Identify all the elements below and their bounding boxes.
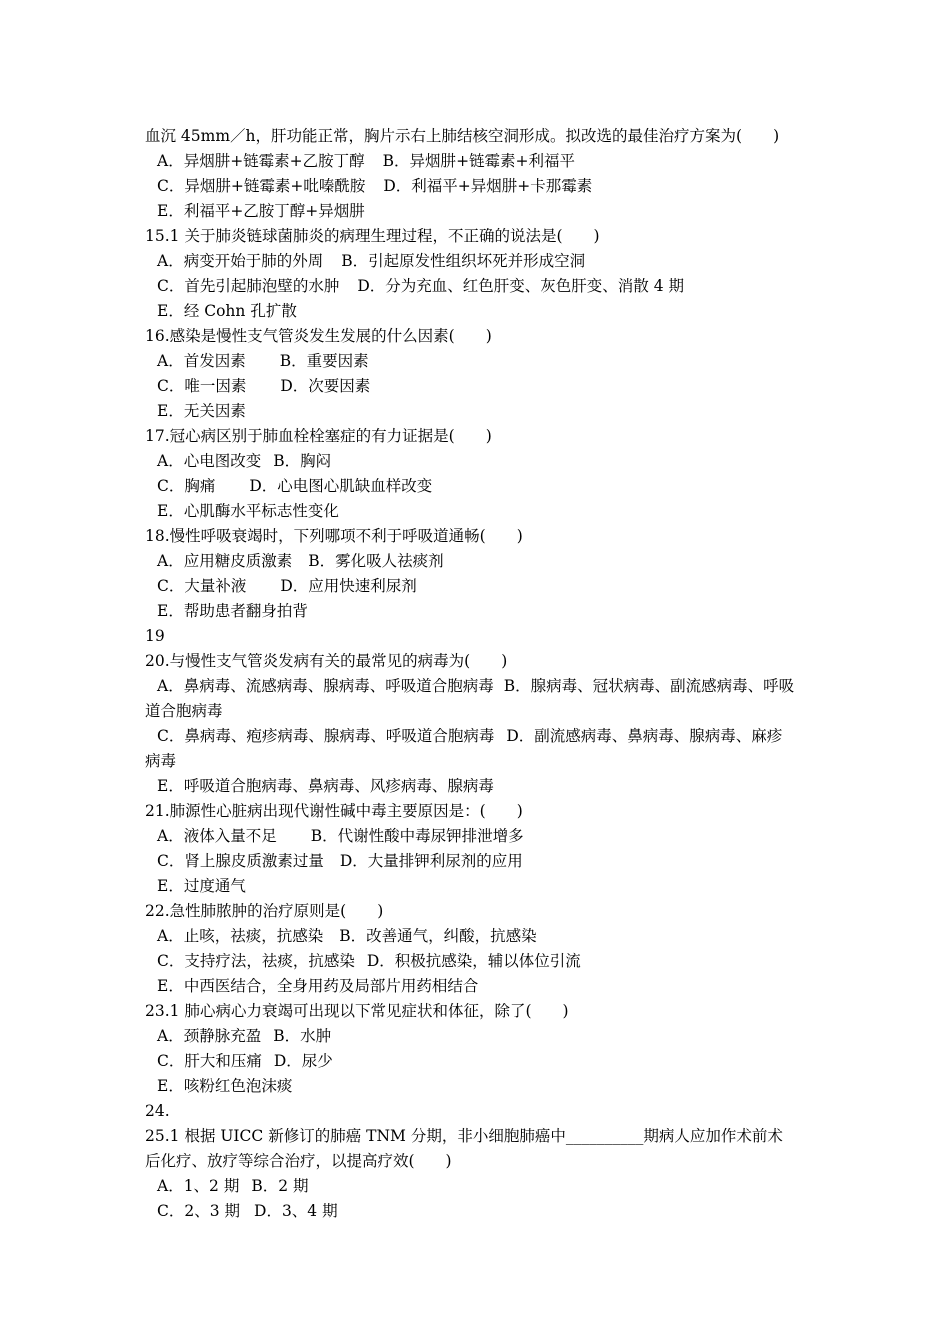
option-line <box>145 499 810 524</box>
text-line: 20.与慢性支气管炎发病有关的最常见的病毒为( ) <box>145 652 508 670</box>
option-line <box>145 574 810 599</box>
option-line <box>145 349 810 374</box>
option-line <box>145 174 810 199</box>
text-line: 血沉 45mm／h，肝功能正常，胸片示右上肺结核空洞形成。拟改选的最佳治疗方案为( ) <box>145 127 780 145</box>
option-line <box>145 674 810 699</box>
option-text: E．咳粉红色泡沫痰 <box>157 1077 293 1095</box>
option-text: A．心电图改变 <box>157 452 262 470</box>
option-text: E．呼吸道合胞病毒、鼻病毒、风疹病毒、腺病毒 <box>157 777 494 795</box>
option-text: D．副流感病毒、鼻病毒、腺病毒、麻疹 <box>506 727 783 745</box>
option-line <box>145 199 810 224</box>
option-text: D．分为充血、红色肝变、灰色肝变、消散 4 期 <box>357 277 685 295</box>
text-line: 22.急性肺脓肿的治疗原则是( ) <box>145 902 384 920</box>
option-text: D．3、4 期 <box>254 1202 338 1220</box>
option-text: C．肝大和压痛 <box>157 1052 262 1070</box>
option-line <box>145 1199 810 1224</box>
option-line <box>145 1074 810 1099</box>
document-body <box>145 124 810 1224</box>
option-line <box>145 774 810 799</box>
option-text: C．鼻病毒、疱疹病毒、腺病毒、呼吸道合胞病毒 <box>157 727 495 745</box>
option-text: B．胸闷 <box>273 452 332 470</box>
option-text: C．大量补液 <box>157 577 247 595</box>
text-line: 17.冠心病区别于肺血栓栓塞症的有力证据是( ) <box>145 427 492 445</box>
option-line <box>145 549 810 574</box>
text-line: 16.感染是慢性支气管炎发生发展的什么因素( ) <box>145 327 492 345</box>
option-line <box>145 849 810 874</box>
option-text: B．2 期 <box>251 1177 309 1195</box>
option-line <box>145 599 810 624</box>
option-text: A．鼻病毒、流感病毒、腺病毒、呼吸道合胞病毒 <box>157 677 494 695</box>
option-text: E．心肌酶水平标志性变化 <box>157 502 339 520</box>
text-line: 21.肺源性心脏病出现代谢性碱中毒主要原因是：( ) <box>145 802 523 820</box>
option-text: A．止咳，祛痰，抗感染 <box>157 927 324 945</box>
option-text: E．利福平+乙胺丁醇+异烟肼 <box>157 202 365 220</box>
option-line <box>145 724 810 749</box>
option-text: A．颈静脉充盈 <box>157 1027 262 1045</box>
option-text: C．首先引起肺泡壁的水肿 <box>157 277 340 295</box>
option-text: E．无关因素 <box>157 402 246 420</box>
option-line <box>145 949 810 974</box>
option-text: B．异烟肼+链霉素+利福平 <box>382 152 576 170</box>
option-line <box>145 399 810 424</box>
option-line <box>145 249 810 274</box>
option-text: E．中西医结合，全身用药及局部片用药相结合 <box>157 977 479 995</box>
text-line: 道合胞病毒 <box>145 702 223 720</box>
text-line: 25.1 根据 UICC 新修订的肺癌 TNM 分期，非小细胞肺癌中__________期病人应加作术前术 <box>145 1127 783 1145</box>
option-line <box>145 374 810 399</box>
text-line: 24. <box>145 1102 170 1120</box>
option-text: A．异烟肼+链霉素+乙胺丁醇 <box>157 152 365 170</box>
option-line <box>145 824 810 849</box>
option-text: B．重要因素 <box>279 352 369 370</box>
text-line: 15.1 关于肺炎链球菌肺炎的病理生理过程，不正确的说法是( ) <box>145 227 600 245</box>
option-text: D．利福平+异烟肼+卡那霉素 <box>383 177 593 195</box>
option-line <box>145 1049 810 1074</box>
option-line <box>145 299 810 324</box>
text-line: 23.1 肺心病心力衰竭可出现以下常见症状和体征，除了( ) <box>145 1002 569 1020</box>
option-text: A．病变开始于肺的外周 <box>157 252 324 270</box>
option-line <box>145 1024 810 1049</box>
option-line <box>145 474 810 499</box>
option-line <box>145 274 810 299</box>
option-text: B．雾化吸人祛痰剂 <box>308 552 444 570</box>
option-text: D．大量排钾利尿剂的应用 <box>339 852 523 870</box>
text-line: 后化疗、放疗等综合治疗，以提高疗效( ) <box>145 1152 452 1170</box>
option-text: C．肾上腺皮质激素过量 <box>157 852 324 870</box>
option-text: C．胸痛 <box>157 477 216 495</box>
option-text: E．过度通气 <box>157 877 246 895</box>
option-text: D．积极抗感染，辅以体位引流 <box>366 952 581 970</box>
option-text: D．尿少 <box>273 1052 333 1070</box>
option-text: C．2、3 期 <box>157 1202 241 1220</box>
option-text: B．改善通气，纠酸，抗感染 <box>339 927 537 945</box>
option-line <box>145 874 810 899</box>
text-line: 病毒 <box>145 752 177 770</box>
text-line: 19 <box>145 627 165 645</box>
option-text: B．代谢性酸中毒尿钾排泄增多 <box>310 827 524 845</box>
option-text: A．首发因素 <box>157 352 246 370</box>
option-line <box>145 149 810 174</box>
option-text: C．唯一因素 <box>157 377 247 395</box>
option-text: D．心电图心肌缺血样改变 <box>249 477 433 495</box>
option-text: D．次要因素 <box>280 377 371 395</box>
option-text: A．1、2 期 <box>157 1177 240 1195</box>
option-line <box>145 924 810 949</box>
option-text: B．水肿 <box>273 1027 332 1045</box>
option-text: D．应用快速利尿剂 <box>280 577 417 595</box>
option-line <box>145 449 810 474</box>
option-line <box>145 974 810 999</box>
option-text: A．液体入量不足 <box>157 827 277 845</box>
option-text: E．经 Cohn 孔扩散 <box>157 302 297 320</box>
option-text: A．应用糖皮质激素 <box>157 552 293 570</box>
option-text: C．异烟肼+链霉素+吡嗪酰胺 <box>157 177 366 195</box>
option-text: E．帮助患者翻身拍背 <box>157 602 308 620</box>
option-line <box>145 1174 810 1199</box>
text-line: 18.慢性呼吸衰竭时，下列哪项不利于呼吸道通畅( ) <box>145 527 523 545</box>
option-text: B．引起原发性组织坏死并形成空洞 <box>341 252 586 270</box>
option-text: C．支持疗法，祛痰，抗感染 <box>157 952 355 970</box>
option-text: B．腺病毒、冠状病毒、副流感病毒、呼吸 <box>503 677 795 695</box>
